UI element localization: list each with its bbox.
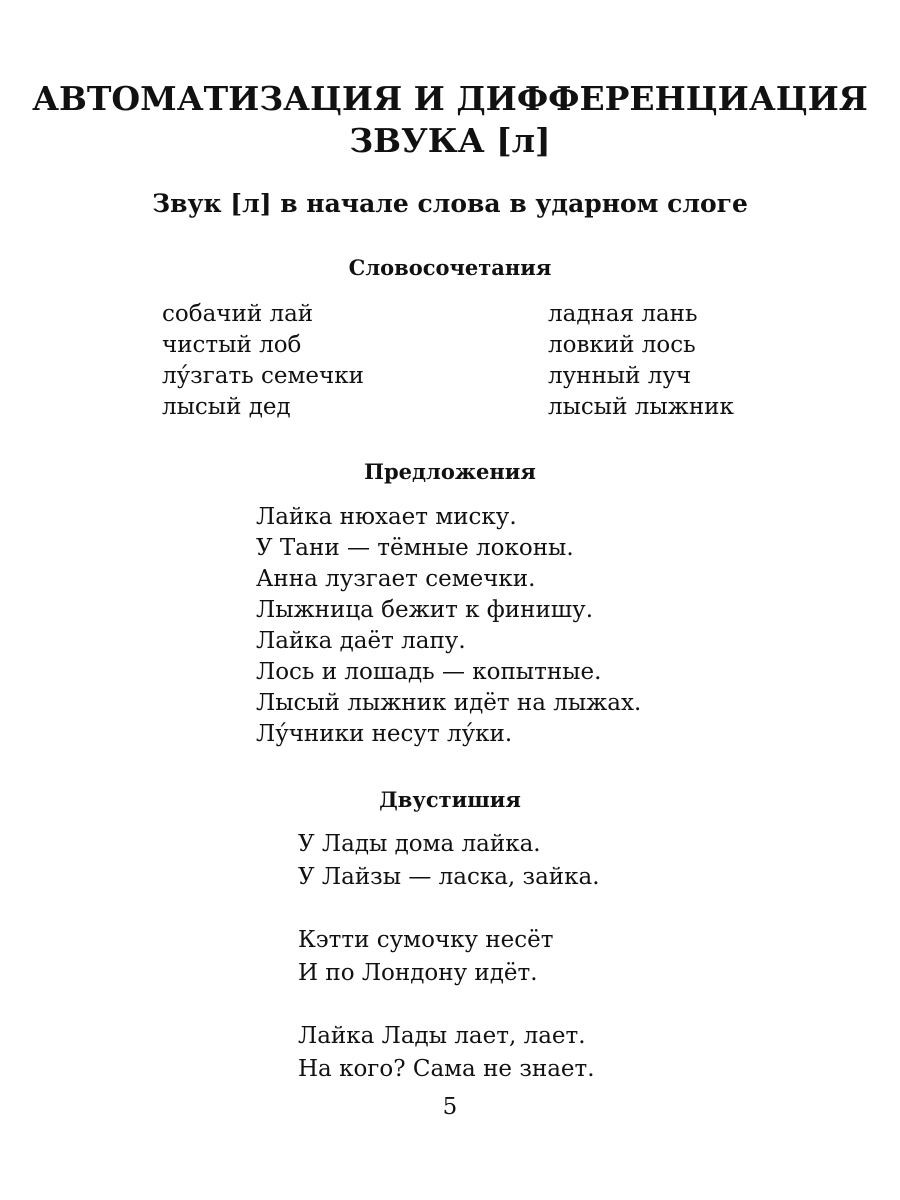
couplet xyxy=(298,924,600,990)
word-combination-item: лысый дед xyxy=(162,394,291,420)
page-title-line-1: АВТОМАТИЗАЦИЯ И ДИФФЕРЕНЦИАЦИЯ xyxy=(32,79,868,118)
word-combination-item: ладная лань xyxy=(548,301,698,327)
couplets-heading: Двустишия xyxy=(379,787,521,812)
word-combination-item: лунный луч xyxy=(548,363,692,389)
sentence-item: Лайка даёт лапу. xyxy=(256,628,466,654)
couplet-line: На кого? Сама не знает. xyxy=(298,1056,595,1082)
sentence-item: Лайка нюхает миску. xyxy=(256,504,517,530)
sentences-list xyxy=(256,502,641,750)
word-combinations-left-column xyxy=(162,299,364,423)
sentence-item: Лу́чники несут лу́ки. xyxy=(256,721,513,747)
couplet-line: У Лайзы — ласка, зайка. xyxy=(298,864,600,890)
word-combination-item: ловкий лось xyxy=(548,332,696,358)
couplet xyxy=(298,1020,600,1086)
word-combinations-heading: Словосочетания xyxy=(348,255,552,280)
sentence-item: У Тани — тёмные локоны. xyxy=(256,535,574,561)
page-title xyxy=(0,78,900,162)
section-subtitle: Звук [л] в начале слова в ударном слоге xyxy=(152,189,748,218)
couplet-line: Кэтти сумочку несёт xyxy=(298,927,554,953)
sentence-item: Лось и лошадь — копытные. xyxy=(256,659,602,685)
couplet-line: И по Лондону идёт. xyxy=(298,960,538,986)
page-title-line-2: ЗВУКА [л] xyxy=(349,121,551,160)
word-combination-item: лысый лыжник xyxy=(548,394,734,420)
sentence-item: Анна лузгает семечки. xyxy=(256,566,536,592)
word-combination-item: собачий лай xyxy=(162,301,314,327)
word-combinations-right-column xyxy=(548,299,734,423)
sentence-item: Лыжница бежит к финишу. xyxy=(256,597,594,623)
couplets-block xyxy=(298,828,600,1116)
couplet xyxy=(298,828,600,894)
page-number: 5 xyxy=(442,1094,458,1120)
sentence-item: Лысый лыжник идёт на лыжах. xyxy=(256,690,642,716)
couplet-line: У Лады дома лайка. xyxy=(298,831,541,857)
word-combination-item: лу́згать семечки xyxy=(162,363,364,389)
sentences-heading: Предложения xyxy=(364,459,536,484)
word-combination-item: чистый лоб xyxy=(162,332,302,358)
couplet-line: Лайка Лады лает, лает. xyxy=(298,1023,586,1049)
